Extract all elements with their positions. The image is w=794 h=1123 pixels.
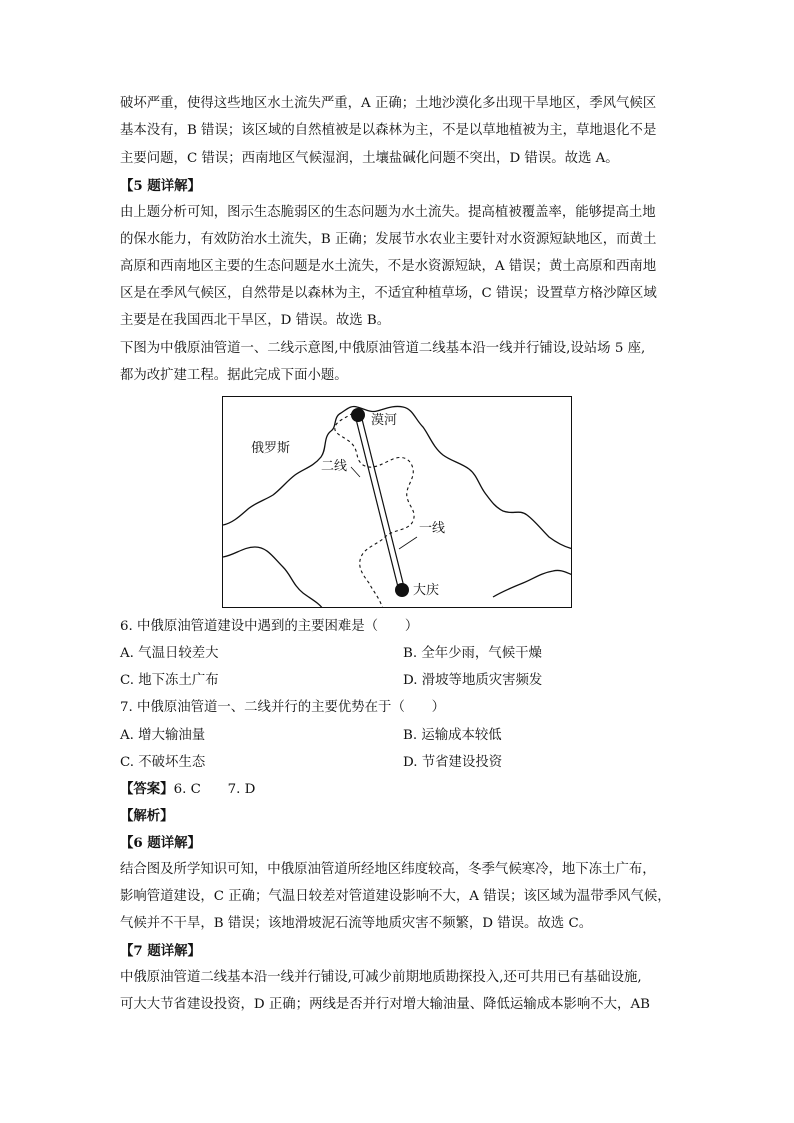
q6-detail-heading: 【6 题详解】 (120, 835, 201, 851)
question-6-stem: 6. 中俄原油管道建设中遇到的主要困难是（ ） (120, 619, 419, 634)
analysis-heading: 【解析】 (120, 808, 174, 824)
question-6-option-d: D. 滑坡等地质灾害频发 (403, 673, 543, 688)
question-6-option-b: B. 全年少雨，气候干燥 (403, 646, 542, 661)
daqing-station-dot (395, 583, 409, 597)
label-line-one: 一线 (419, 521, 446, 536)
label-line-two: 二线 (321, 459, 348, 474)
question-7-option-c: C. 不破坏生态 (120, 755, 206, 770)
q7-detail-heading: 【7 题详解】 (120, 943, 201, 959)
label-russia: 俄罗斯 (251, 441, 291, 456)
paragraph-line: 破坏严重，使得这些地区水土流失严重，A 正确；土地沙漠化多出现干旱地区，季风气候区 (120, 96, 657, 111)
paragraph-line: 影响管道建设，C 正确；气温日较差对管道建设影响不大，A 错误；该区域为温带季风气候， (120, 889, 671, 904)
question-7-option-a: A. 增大输油量 (120, 728, 206, 743)
question-7-option-b: B. 运输成本较低 (403, 728, 502, 743)
paragraph-line: 高原和西南地区主要的生态问题是水土流失，不是水资源短缺，A 错误；黄土高原和西南地 (120, 259, 657, 274)
paragraph-line: 主要是在我国西北干旱区，D 错误。故选 B。 (120, 313, 391, 328)
q5-detail-heading: 【5 题详解】 (120, 178, 201, 194)
pipeline-line-two (355, 415, 399, 591)
paragraph-line: 的保水能力，有效防治水土流失，B 正确；发展节水农业主要针对水资源短缺地区，而黄土 (120, 232, 657, 247)
paragraph-line: 可大大节省建设投资，D 正确；两线是否并行对增大输油量、降低运输成本影响不大，AB (120, 997, 650, 1012)
question-7-stem: 7. 中俄原油管道一、二线并行的主要优势在于（ ） (120, 700, 446, 715)
pipeline-line-two (361, 415, 405, 591)
label-mohe: 漠河 (371, 413, 398, 428)
paragraph-line: 区是在季风气候区，自然带是以森林为主，不适宜种植草场，C 错误；设置草方格沙障区域 (120, 286, 657, 301)
answer-text: 6. C 7. D (173, 782, 256, 797)
intro-line: 都为改扩建工程。据此完成下面小题。 (120, 368, 348, 383)
label-leader (351, 467, 360, 477)
label-daqing: 大庆 (413, 583, 440, 598)
paragraph-line: 由上题分析可知，图示生态脆弱区的生态问题为水土流失。提高植被覆盖率，能够提高土地 (120, 205, 656, 220)
paragraph-line: 气候并不干旱，B 错误；该地滑坡泥石流等地质灾害不频繁，D 错误。故选 C。 (120, 916, 593, 931)
label-leader (399, 537, 417, 549)
answer-label: 【答案】 (120, 781, 174, 797)
question-7-option-d: D. 节省建设投资 (403, 755, 503, 770)
intro-line: 下图为中俄原油管道一、二线示意图,中俄原油管道二线基本沿一线并行铺设,设站场 5 座, (120, 341, 646, 356)
pipeline-map (222, 396, 572, 608)
paragraph-line: 主要问题，C 错误；西南地区气候湿润，土壤盐碱化问题不突出，D 错误。故选 A。 (120, 151, 619, 166)
mohe-station-dot (351, 408, 365, 422)
border-line (493, 570, 572, 597)
border-line (223, 406, 572, 549)
border-line (223, 547, 323, 608)
question-6-option-a: A. 气温日较差大 (120, 646, 219, 661)
question-6-option-c: C. 地下冻土广布 (120, 673, 219, 688)
paragraph-line: 中俄原油管道二线基本沿一线并行铺设,可减少前期地质勘探投入,还可共用已有基础设施, (120, 970, 642, 985)
paragraph-line: 基本没有，B 错误；该区域的自然植被是以森林为主，不是以草地植被为主，草地退化不是 (120, 123, 657, 138)
paragraph-line: 结合图及所学知识可知，中俄原油管道所经地区纬度较高，冬季气候寒冷，地下冻土广布， (120, 862, 656, 877)
answer-row (120, 780, 255, 799)
